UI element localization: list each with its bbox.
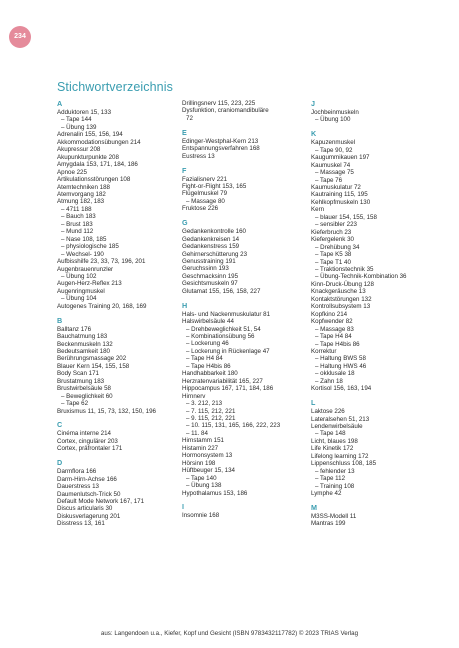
index-entry: Fazialisnerv 221 xyxy=(182,175,228,183)
index-entry: – 4711 188 xyxy=(61,205,92,213)
index-entry: Atmung 182, 183 xyxy=(57,198,105,206)
index-entry: Bauchatmung 183 xyxy=(57,333,108,341)
index-entry: Glutamat 155, 156, 158, 227 xyxy=(182,287,261,295)
index-entry: Laktose 226 xyxy=(311,408,345,416)
index-entry: Insomnie 168 xyxy=(182,512,220,520)
index-entry: – Tape H4bis 86 xyxy=(186,362,231,370)
index-entry: – Brust 183 xyxy=(61,220,93,228)
index-entry: Artikulationsstörungen 108 xyxy=(57,176,131,184)
index-entry: Apnoe 225 xyxy=(57,168,87,176)
index-group xyxy=(57,421,181,452)
index-entry: – Lockerung 46 xyxy=(186,340,229,348)
index-entry: Fight-or-Flight 153, 165 xyxy=(182,182,247,190)
index-entry: – physiologische 185 xyxy=(61,243,119,251)
index-entry: Kontrollsubsystem 13 xyxy=(311,303,371,311)
index-entry: Gehirnerschütterung 23 xyxy=(182,250,248,258)
index-entry: Hüftbeuger 15, 134 xyxy=(182,467,235,475)
index-entry: – Wechsel- 190 xyxy=(61,250,104,258)
index-entry: Autogenes Training 20, 168, 169 xyxy=(57,302,147,310)
index-entry: Balltanz 176 xyxy=(57,325,92,333)
index-entry: Edinger-Westphal-Kern 213 xyxy=(182,137,259,145)
index-entry: Aufbisshilfe 23, 33, 73, 196, 201 xyxy=(57,258,146,266)
index-entry: Lifelong learning 172 xyxy=(311,452,369,460)
index-entry: – Tape 140 xyxy=(186,474,217,482)
index-letter-heading: A xyxy=(57,99,63,108)
index-entry: – Tape 76 xyxy=(315,176,343,184)
index-entry: – Nase 108, 185 xyxy=(61,235,107,243)
index-entry: Korrektur xyxy=(311,347,337,355)
index-group xyxy=(182,302,306,497)
index-entry: Discus articularis 30 xyxy=(57,505,113,513)
index-group xyxy=(57,317,181,415)
index-entry: – Zahn 18 xyxy=(315,377,343,385)
index-entry: – Kombinationsübung 56 xyxy=(186,332,255,340)
index-entry: Adduktoren 15, 133 xyxy=(57,109,112,116)
index-entry: Amygdala 153, 171, 184, 186 xyxy=(57,161,138,169)
index-entry: Brustatmung 183 xyxy=(57,377,105,385)
index-entry: Gedankenkreisen 14 xyxy=(182,235,240,243)
index-entry: – Lockerung in Rückenlage 47 xyxy=(186,347,270,355)
index-entry: – Massage 75 xyxy=(315,169,354,177)
index-entry: – Übung 102 xyxy=(61,272,97,280)
index-entry: Bedeutsamkeit 180 xyxy=(57,347,110,355)
index-letter-heading: I xyxy=(182,502,184,512)
index-entry: Body Scan 171 xyxy=(57,370,99,378)
index-entry: – Tape 148 xyxy=(315,430,346,438)
index-entry: Dauerstress 13 xyxy=(57,483,99,491)
index-letter-heading: L xyxy=(311,398,316,408)
index-entry: Akkommodationsübungen 214 xyxy=(57,138,141,146)
index-entry: Hirnstamm 151 xyxy=(182,437,224,445)
index-letter-heading: G xyxy=(182,218,188,228)
index-entry: – Tape 144 xyxy=(61,116,92,124)
index-letter-heading: K xyxy=(311,129,317,139)
index-group xyxy=(311,100,435,124)
index-entry: Kopfkino 214 xyxy=(311,310,348,318)
index-entry: Akupressur 208 xyxy=(57,146,101,154)
index-entry: – Übung 104 xyxy=(61,295,97,303)
index-entry: Geschmacksinn 195 xyxy=(182,272,239,280)
index-entry: Diskusverlagerung 201 xyxy=(57,512,121,520)
page-number-badge: 234 xyxy=(9,26,31,48)
index-letter-heading: H xyxy=(182,300,188,310)
index-entry: – Bauch 183 xyxy=(61,213,96,221)
index-entry: Handhabbarkeit 180 xyxy=(182,370,238,378)
index-entry: Entspannungsverfahren 168 xyxy=(182,145,260,153)
index-entry: Hals- und Nackenmuskulatur 81 xyxy=(182,310,271,318)
index-entry: – Tape 62 xyxy=(61,400,89,408)
index-entry: – Tape H4 84 xyxy=(186,355,223,363)
index-entry: Hörsinn 198 xyxy=(182,459,216,467)
index-entry: Cortex, cingulärer 203 xyxy=(57,437,118,445)
index-entry: Life Kinetik 172 xyxy=(311,445,354,453)
index-entry: Hirnnerv xyxy=(182,392,206,400)
index-entry: – okklusale 18 xyxy=(315,370,355,378)
index-group xyxy=(311,130,435,392)
index-entry: Kern xyxy=(311,206,325,214)
page-title: Stichwortverzeichnis xyxy=(57,80,173,94)
index-entry: – Mund 112 xyxy=(61,228,94,236)
index-entry: Geruchssinn 193 xyxy=(182,265,229,273)
index-entry: – Haltung BWS 58 xyxy=(315,355,366,363)
index-entry: – 11. 84 xyxy=(186,429,208,437)
index-letter-heading: F xyxy=(182,165,187,175)
index-entry: – 9. 115, 212, 221 xyxy=(186,414,236,422)
index-column-2 xyxy=(182,100,306,520)
index-group xyxy=(311,504,435,528)
index-entry: Knackgeräusche 13 xyxy=(311,288,366,296)
index-entry: – Übung 138 xyxy=(186,482,222,490)
index-entry: Kieferbruch 23 xyxy=(311,228,352,236)
index-entry: Kaumuskulatur 72 xyxy=(311,184,361,192)
index-entry: Atemtechniken 188 xyxy=(57,183,110,191)
index-entry: Augenbrauenrunzler xyxy=(57,265,114,273)
index-entry: – 3. 212, 213 xyxy=(186,400,223,408)
index-entry: Kaumuskel 74 xyxy=(311,161,351,169)
index-entry: Kapuzenmuskel xyxy=(311,139,356,147)
index-entry: Kiefergelenk 30 xyxy=(311,236,354,244)
index-entry: Cortex, präfrontaler 171 xyxy=(57,445,123,453)
index-letter-heading: C xyxy=(57,420,63,430)
index-entry: Halswirbelsäule 44 xyxy=(182,318,234,326)
index-entry: Hypothalamus 153, 186 xyxy=(182,489,248,497)
index-entry: – Haltung HWS 46 xyxy=(315,362,367,370)
index-entry: – Drehübung 34 xyxy=(315,243,360,251)
index-entry: – Tape 112 xyxy=(315,475,346,483)
index-entry: Fruktose 226 xyxy=(182,205,219,213)
index-entry: M3SS-Modell 11 xyxy=(311,512,357,520)
index-entry: Genusstraining 191 xyxy=(182,257,236,265)
index-entry: Herzratenvariabilität 165, 227 xyxy=(182,377,263,385)
index-group xyxy=(182,129,306,160)
index-entry: Lendenwirbelsäule xyxy=(311,423,363,430)
index-entry: Darmflora 166 xyxy=(57,468,97,476)
index-entry: Drillingsnerv 115, 223, 225 xyxy=(182,100,256,107)
index-entry: Kinn-Druck-Übung 128 xyxy=(311,280,374,288)
index-entry: – Tape H4 84 xyxy=(315,333,352,341)
index-entry: Disstress 13, 161 xyxy=(57,520,105,528)
index-entry: Hippocampus 167, 171, 184, 186 xyxy=(182,385,274,393)
index-letter-heading: M xyxy=(311,502,317,512)
index-letter-heading: J xyxy=(311,99,315,108)
index-entry: Kaugummikauen 197 xyxy=(311,154,370,162)
index-entry: – Übung 100 xyxy=(315,116,351,124)
index-entry: – fehlender 13 xyxy=(315,467,355,475)
index-entry: Adrenalin 155, 156, 194 xyxy=(57,131,123,139)
index-letter-heading: E xyxy=(182,127,187,137)
index-entry: – Übung-Technik-Kombination 36 xyxy=(315,273,407,281)
index-entry: – 7. 115, 212, 221 xyxy=(186,407,236,415)
index-entry: Hormonsystem 13 xyxy=(182,452,233,460)
index-entry: Cinéma interne 214 xyxy=(57,430,112,438)
index-entry: Blauer Kern 154, 155, 158 xyxy=(57,362,130,370)
index-group xyxy=(182,100,306,122)
index-letter-heading: D xyxy=(57,458,63,468)
index-entry: Gesichtsmuskeln 97 xyxy=(182,280,238,288)
index-entry: 72 xyxy=(186,114,193,122)
index-column-1 xyxy=(57,100,181,528)
index-group xyxy=(182,167,306,213)
index-entry: Kautraining 115, 195 xyxy=(311,191,368,199)
index-entry: Lippenschluss 108, 185 xyxy=(311,460,377,468)
index-entry: Histamin 227 xyxy=(182,444,219,452)
index-group xyxy=(57,100,181,310)
index-entry: Beckenmuskeln 132 xyxy=(57,340,113,348)
index-group xyxy=(182,219,306,295)
index-entry: Kopfwender 82 xyxy=(311,318,353,326)
index-entry: – Tape H4bis 86 xyxy=(315,340,360,348)
page-footer: aus: Langendoen u.a., Kiefer, Kopf und Gesicht (ISBN 9783432117782) © 2023 TRIAS Verlag xyxy=(100,630,359,637)
index-entry: Daumenlutsch-Trick 50 xyxy=(57,490,121,498)
index-group xyxy=(57,459,181,528)
index-entry: – Training 108 xyxy=(315,482,355,490)
index-entry: – Tape 90, 92 xyxy=(315,146,353,154)
index-group xyxy=(311,399,435,497)
index-entry: – Traktionstechnik 35 xyxy=(315,266,374,273)
index-entry: Flügelmuskel 79 xyxy=(182,190,228,198)
index-entry: – Beweglichkeit 60 xyxy=(61,392,113,400)
index-entry: Gedankenkontrolle 160 xyxy=(182,228,246,236)
index-entry: Akupunkturpunkte 208 xyxy=(57,153,119,161)
index-entry: Kehlkopfmuskeln 130 xyxy=(311,198,371,206)
index-entry: – Drehbeweglichkeit 51, 54 xyxy=(186,325,261,333)
index-entry: Lymphe 42 xyxy=(311,490,342,498)
index-entry: Augenringmuskel xyxy=(57,287,105,295)
index-entry: Kontaktstörungen 132 xyxy=(311,295,372,303)
index-entry: Berührungsmassage 202 xyxy=(57,355,127,363)
index-column-3 xyxy=(311,100,435,528)
index-entry: Dysfunktion, craniomandibuläre xyxy=(182,107,269,115)
index-entry: Mantras 199 xyxy=(311,520,346,528)
index-entry: – Massage 83 xyxy=(315,325,354,333)
index-letter-heading: B xyxy=(57,315,63,325)
index-entry: Default Mode Network 167, 171 xyxy=(57,498,145,506)
index-entry: – Tape K5 38 xyxy=(315,251,352,259)
index-entry: – 10. 115, 131, 165, 166, 222, 223 xyxy=(186,422,281,430)
index-entry: Kortisol 156, 163, 194 xyxy=(311,385,372,393)
index-entry: Bruxismus 11, 15, 73, 132, 150, 196 xyxy=(57,407,156,415)
index-entry: – sensibler 223 xyxy=(315,221,357,229)
index-entry: – Übung 139 xyxy=(61,123,97,131)
index-entry: Eustress 13 xyxy=(182,152,215,160)
index-entry: Jochbeinmuskeln xyxy=(311,109,359,116)
index-entry: Gedankenstress 159 xyxy=(182,243,240,251)
index-entry: Augen-Herz-Reflex 213 xyxy=(57,280,122,288)
index-entry: Licht, blaues 198 xyxy=(311,437,358,445)
index-entry: Lateralsehen 51, 213 xyxy=(311,415,370,423)
index-entry: Darm-Hirn-Achse 166 xyxy=(57,475,117,483)
index-entry: – Tape T1 40 xyxy=(315,258,351,266)
index-entry: – blauer 154, 155, 158 xyxy=(315,213,377,221)
index-entry: Atemvorgang 182 xyxy=(57,190,106,198)
index-entry: Brustwirbelsäule 58 xyxy=(57,385,111,393)
index-group xyxy=(182,503,306,519)
index-entry: – Massage 80 xyxy=(186,197,225,205)
